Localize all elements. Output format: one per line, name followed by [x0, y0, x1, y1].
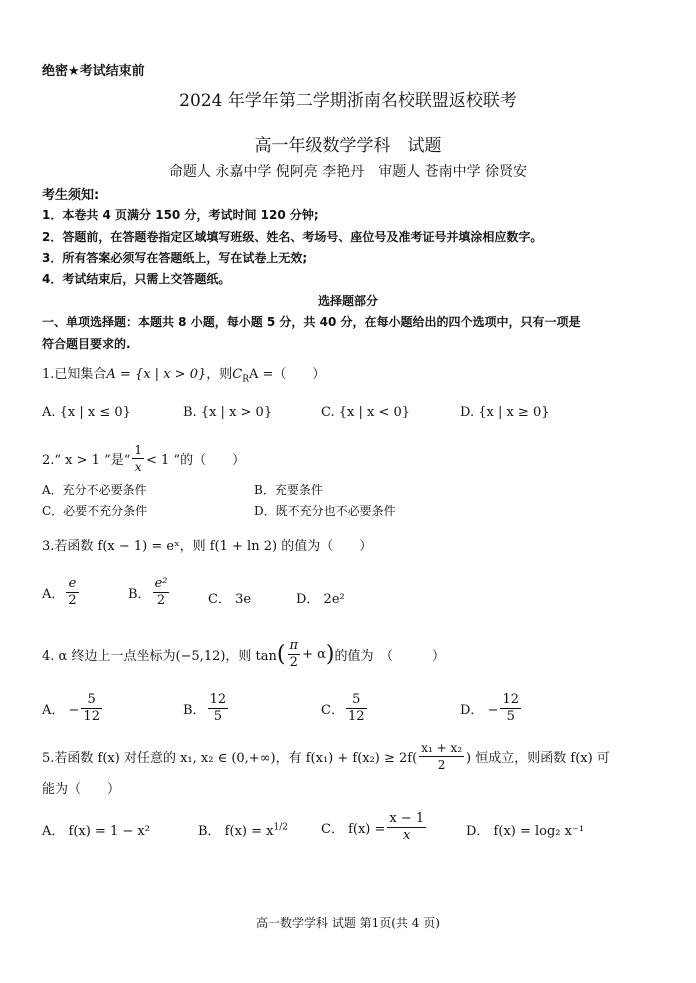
question-1-option-a: A. {x | x ≤ 0}: [42, 405, 131, 420]
fraction: $\frac{x - 1}{x}$: [389, 811, 425, 843]
question-3-stem: 3.若函数 f(x − 1) = eˣ，则 f(1 + ln 2) 的值为（ ）: [42, 539, 373, 554]
question-2-option-c: C．必要不充分条件: [42, 504, 148, 518]
question-3-option-d: D． 2e²: [296, 592, 345, 607]
question-5-stem-cont: 能为（ ）: [42, 782, 121, 797]
question-5-option-d: D． f(x) = log₂ x⁻¹: [466, 824, 585, 839]
fraction: $\frac{12}{5}$: [209, 692, 227, 724]
question-4-option-a: A． − $\frac{5}{12}$: [42, 692, 100, 724]
question-5-option-c: C． f(x) = $\frac{x - 1}{x}$: [321, 811, 425, 843]
authors-line: 命题人 永嘉中学 倪阿亮 李艳丹 审题人 苍南中学 徐贤安: [168, 164, 528, 180]
notice-item: 2．答题前，在答题卷指定区域填写班级、姓名、考场号、座位号及准考证号并填涂相应数字。: [42, 230, 543, 244]
fraction: $\frac{5}{12}$: [83, 692, 100, 724]
question-5-option-a: A． f(x) = 1 − x²: [42, 824, 150, 839]
exam-title: 2024 年学年第二学期浙南名校联盟返校联考: [179, 91, 517, 111]
question-2-option-a: A．充分不必要条件: [42, 483, 147, 497]
question-4-option-c: C． $\frac{5}{12}$: [321, 692, 365, 724]
question-4-option-d: D． − $\frac{12}{5}$: [460, 692, 519, 724]
question-3-option-b: B． $\frac{\text{e²}}{2}$: [128, 576, 168, 608]
question-2-option-b: B．充要条件: [254, 483, 323, 497]
fraction: $\frac{\text{e²}}{2}$: [154, 576, 168, 608]
fraction: $\frac{\pi}{2}$: [289, 638, 299, 670]
notice-heading: 考生须知:: [42, 188, 100, 203]
question-3-option-a: A． $\frac{e}{2}$: [42, 576, 77, 608]
fraction: $\frac{5}{12}$: [347, 692, 365, 724]
section-heading: 一、单项选择题：本题共 8 小题，每小题 5 分，共 40 分，在每小题给出的四个选项中，只有一项是: [42, 315, 581, 329]
question-4-stem: 4. α 终边上一点坐标为(−5,12)，则 tan( $\frac{\pi}{2}$ + α)的值为 （ ）: [42, 638, 445, 670]
confidential-mark: 绝密★考试结束前: [42, 64, 145, 79]
question-5-stem: 5.若函数 f(x) 对任意的 x₁, x₂ ∈ (0,+∞)，有 f(x₁) + f(x₂) ≥ 2f( $\frac{\text{x₁ + x₂}}{2}$ ) 恒成立，则函数 f(x) 可: [42, 741, 610, 772]
question-1-option-c: C. {x | x < 0}: [321, 405, 411, 420]
fraction: $\frac{1}{x}$: [134, 443, 143, 474]
fraction: $\frac{\text{x₁ + x₂}}{2}$: [421, 741, 463, 772]
question-2-stem: 2.“ x > 1 ”是“ $\frac{1}{x}$ < 1 ”的（ ）: [42, 443, 246, 474]
question-4-option-b: B． $\frac{12}{5}$: [183, 692, 227, 724]
fraction: $\frac{12}{5}$: [502, 692, 519, 724]
question-1-stem: 1.已知集合A = {x | x > 0}，则$C_RA$ =（ ）: [42, 367, 326, 385]
section-heading-cont: 符合题目要求的.: [42, 337, 131, 351]
question-5-option-b: B． $f(x) = x^{1/2}$: [198, 822, 288, 839]
notice-item: 1．本卷共 4 页满分 150 分，考试时间 120 分钟;: [42, 208, 319, 222]
question-2-option-d: D．既不充分也不必要条件: [254, 504, 396, 518]
page-footer: 高一数学学科 试题 第1页(共 4 页): [256, 916, 440, 930]
fraction: $\frac{e}{2}$: [68, 576, 77, 608]
part-title: 选择题部分: [317, 294, 378, 308]
question-1-option-b: B. {x | x > 0}: [183, 405, 273, 420]
notice-item: 3．所有答案必须写在答题纸上，写在试卷上无效;: [42, 251, 308, 265]
notice-item: 4．考试结束后，只需上交答题纸。: [42, 272, 231, 286]
question-1-option-d: D. {x | x ≥ 0}: [460, 405, 550, 420]
exam-subtitle: 高一年级数学学科 试题: [254, 136, 442, 156]
question-3-option-c: C． 3e: [208, 592, 252, 607]
